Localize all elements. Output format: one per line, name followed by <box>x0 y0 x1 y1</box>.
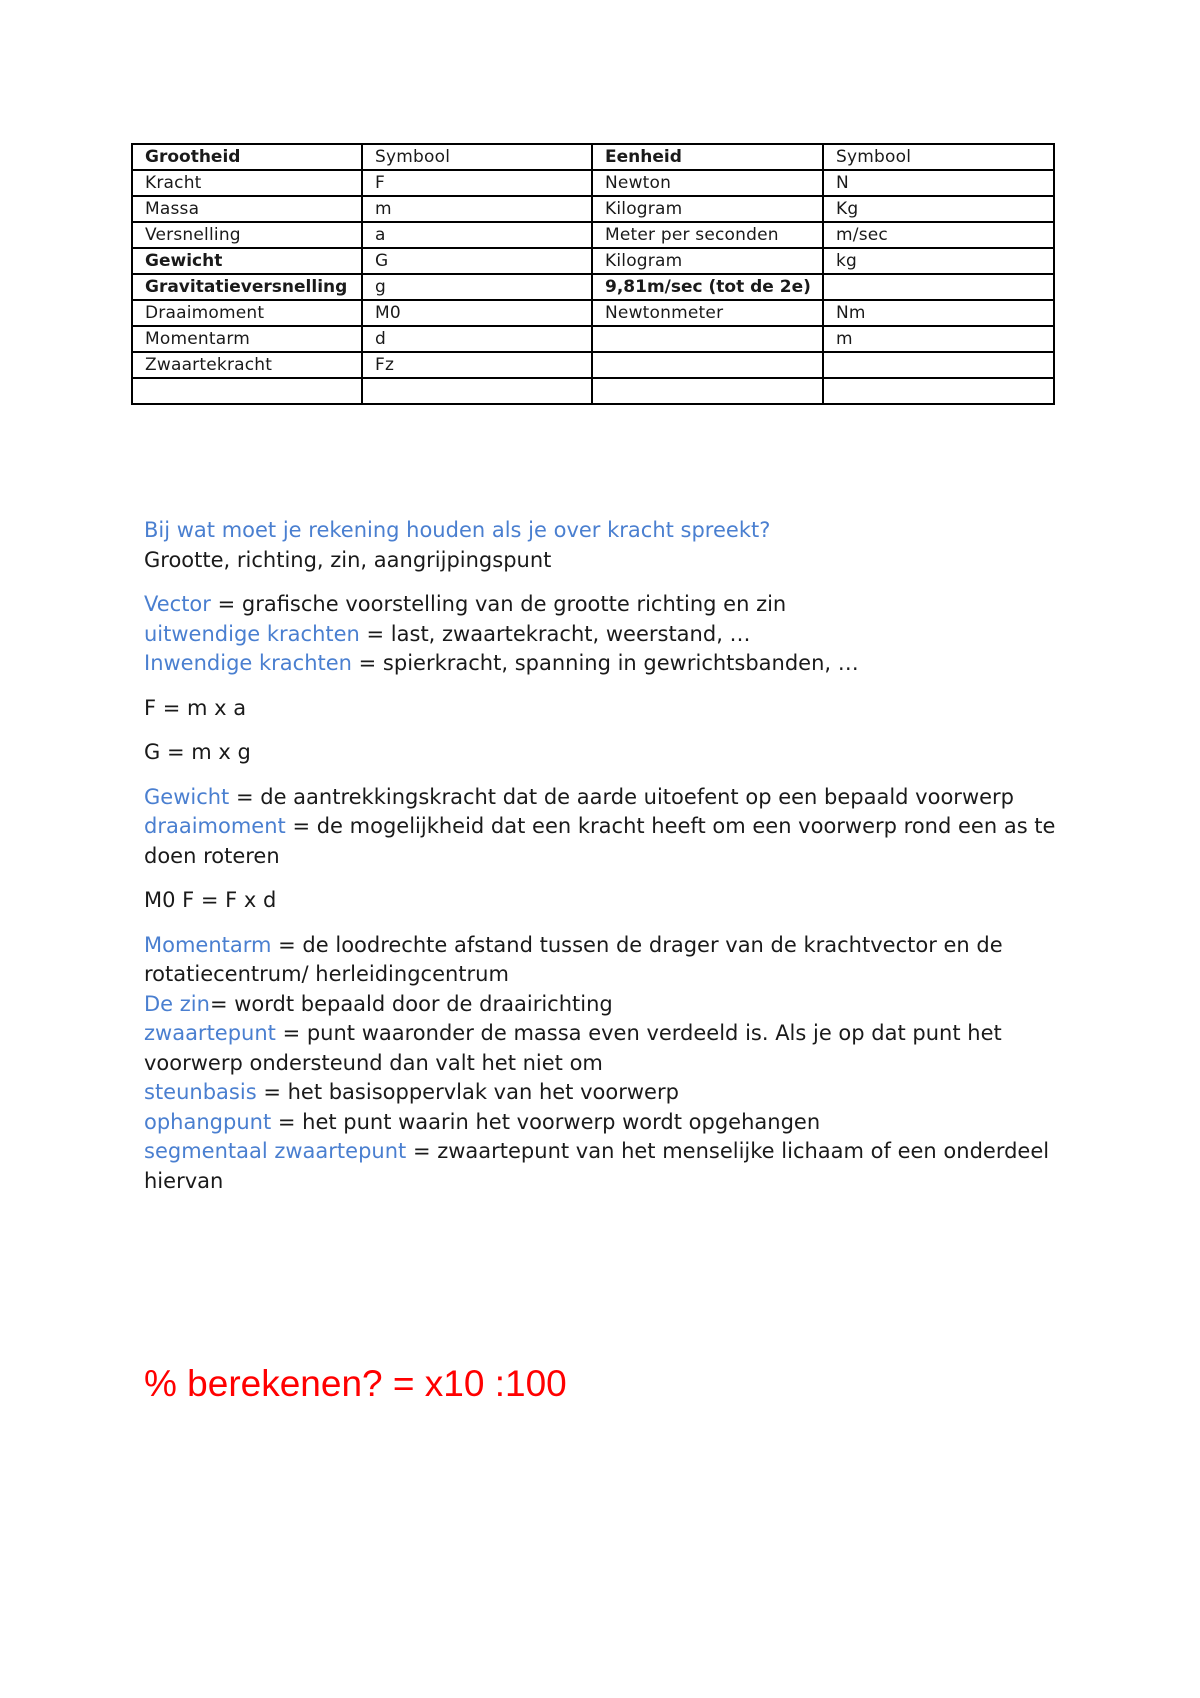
table-row <box>132 196 1054 222</box>
table-cell <box>823 274 1054 300</box>
table-cell: N <box>823 170 1054 196</box>
table-cell <box>592 378 823 404</box>
term-weight: Gewicht <box>144 784 230 809</box>
table-cell: a <box>362 222 592 248</box>
table-cell: F <box>362 170 592 196</box>
table-cell: d <box>362 326 592 352</box>
table-row <box>132 274 1054 300</box>
table-cell: Symbool <box>823 144 1054 170</box>
table-cell: Meter per seconden <box>592 222 823 248</box>
table-cell: Newton <box>592 170 823 196</box>
quantity-table <box>131 143 1055 405</box>
percent-calculation-note: % berekenen? = x10 :100 <box>144 1363 567 1404</box>
definition-zin: = wordt bepaald door de draairichting <box>209 991 613 1016</box>
table-row <box>132 378 1054 404</box>
table-cell: Momentarm <box>132 326 362 352</box>
definition-torque: = de mogelijkheid dat een kracht heeft om een voorwerp rond een as te doen roteren <box>144 814 1056 868</box>
table-cell: Kilogram <box>592 248 823 274</box>
table-cell: Kg <box>823 196 1054 222</box>
table-row <box>132 144 1054 170</box>
table-cell: M0 <box>362 300 592 326</box>
formula-force: F = m x a <box>144 695 247 720</box>
definition-center-of-gravity: = punt waaronder de massa even verdeeld is. Als je op dat punt het voorwerp ondersteund dan valt het niet om <box>144 1021 1002 1075</box>
term-vector: Vector <box>144 592 211 616</box>
table-cell: m/sec <box>823 222 1054 248</box>
table-cell: Grootheid <box>132 144 362 170</box>
term-external-forces: uitwendige krachten <box>144 621 360 646</box>
moment-definitions-block <box>144 931 1084 1197</box>
table-cell: Fz <box>362 352 592 378</box>
table-cell: Kracht <box>132 170 362 196</box>
table-cell: m <box>823 326 1054 352</box>
table-cell: Nm <box>823 300 1054 326</box>
definition-internal-forces: = spierkracht, spanning in gewrichtsbanden, … <box>351 651 859 675</box>
definition-support-base: = het basisoppervlak van het voorwerp <box>256 1080 679 1104</box>
table-cell <box>592 326 823 352</box>
table-row <box>132 300 1054 326</box>
table-cell: Gravitatieversnelling <box>132 274 362 300</box>
table-cell: Newtonmeter <box>592 300 823 326</box>
term-internal-forces: Inwendige krachten <box>144 651 352 675</box>
table-row <box>132 326 1054 352</box>
term-suspension-point: ophangpunt <box>144 1109 272 1134</box>
term-segmental-cog: segmentaal zwaartepunt <box>144 1139 407 1163</box>
question-block <box>144 516 1084 575</box>
table-cell: G <box>362 248 592 274</box>
table-cell: g <box>362 274 592 300</box>
term-torque: draaimoment <box>144 814 286 838</box>
table-cell: Eenheid <box>592 144 823 170</box>
term-zin: De zin <box>144 991 210 1016</box>
definitions-block <box>144 590 1084 679</box>
definition-vector: = grafische voorstelling van de grootte richting en zin <box>210 592 787 616</box>
table-cell: Zwaartekracht <box>132 352 362 378</box>
definition-suspension-point: = het punt waarin het voorwerp wordt opgehangen <box>271 1109 821 1134</box>
definition-external-forces: = last, zwaartekracht, weerstand, … <box>359 621 751 646</box>
table-cell: Draaimoment <box>132 300 362 326</box>
question-text: Bij wat moet je rekening houden als je over kracht spreekt? <box>144 518 771 542</box>
table-cell: Gewicht <box>132 248 362 274</box>
weight-torque-block <box>144 783 1084 872</box>
table-cell: Versnelling <box>132 222 362 248</box>
table-row <box>132 352 1054 378</box>
definition-momentarm: = de loodrechte afstand tussen de drager van de krachtvector en de rotatiecentrum/ herleidingcentrum <box>144 932 1003 986</box>
table-cell: Massa <box>132 196 362 222</box>
notes-body <box>144 516 1084 1211</box>
formula-weight: G = m x g <box>144 740 251 764</box>
term-center-of-gravity: zwaartepunt <box>144 1021 276 1045</box>
table-cell: Symbool <box>362 144 592 170</box>
table-cell <box>823 378 1054 404</box>
definition-segmental-cog: = zwaartepunt van het menselijke lichaam of een onderdeel hiervan <box>144 1139 1050 1193</box>
table-cell <box>132 378 362 404</box>
table-cell: Kilogram <box>592 196 823 222</box>
table-row <box>132 170 1054 196</box>
table-cell <box>823 352 1054 378</box>
formula-moment: M0 F = F x d <box>144 888 277 912</box>
term-momentarm: Momentarm <box>144 932 272 957</box>
answer-text: Grootte, richting, zin, aangrijpingspunt <box>144 547 552 572</box>
table-cell <box>592 352 823 378</box>
table-cell: kg <box>823 248 1054 274</box>
table-cell: 9,81m/sec (tot de 2e) <box>592 274 823 300</box>
table-cell <box>362 378 592 404</box>
table-row <box>132 222 1054 248</box>
definition-weight: = de aantrekkingskracht dat de aarde uitoefent op een bepaald voorwerp <box>229 784 1014 809</box>
table-row <box>132 248 1054 274</box>
table-cell: m <box>362 196 592 222</box>
term-support-base: steunbasis <box>144 1080 257 1104</box>
